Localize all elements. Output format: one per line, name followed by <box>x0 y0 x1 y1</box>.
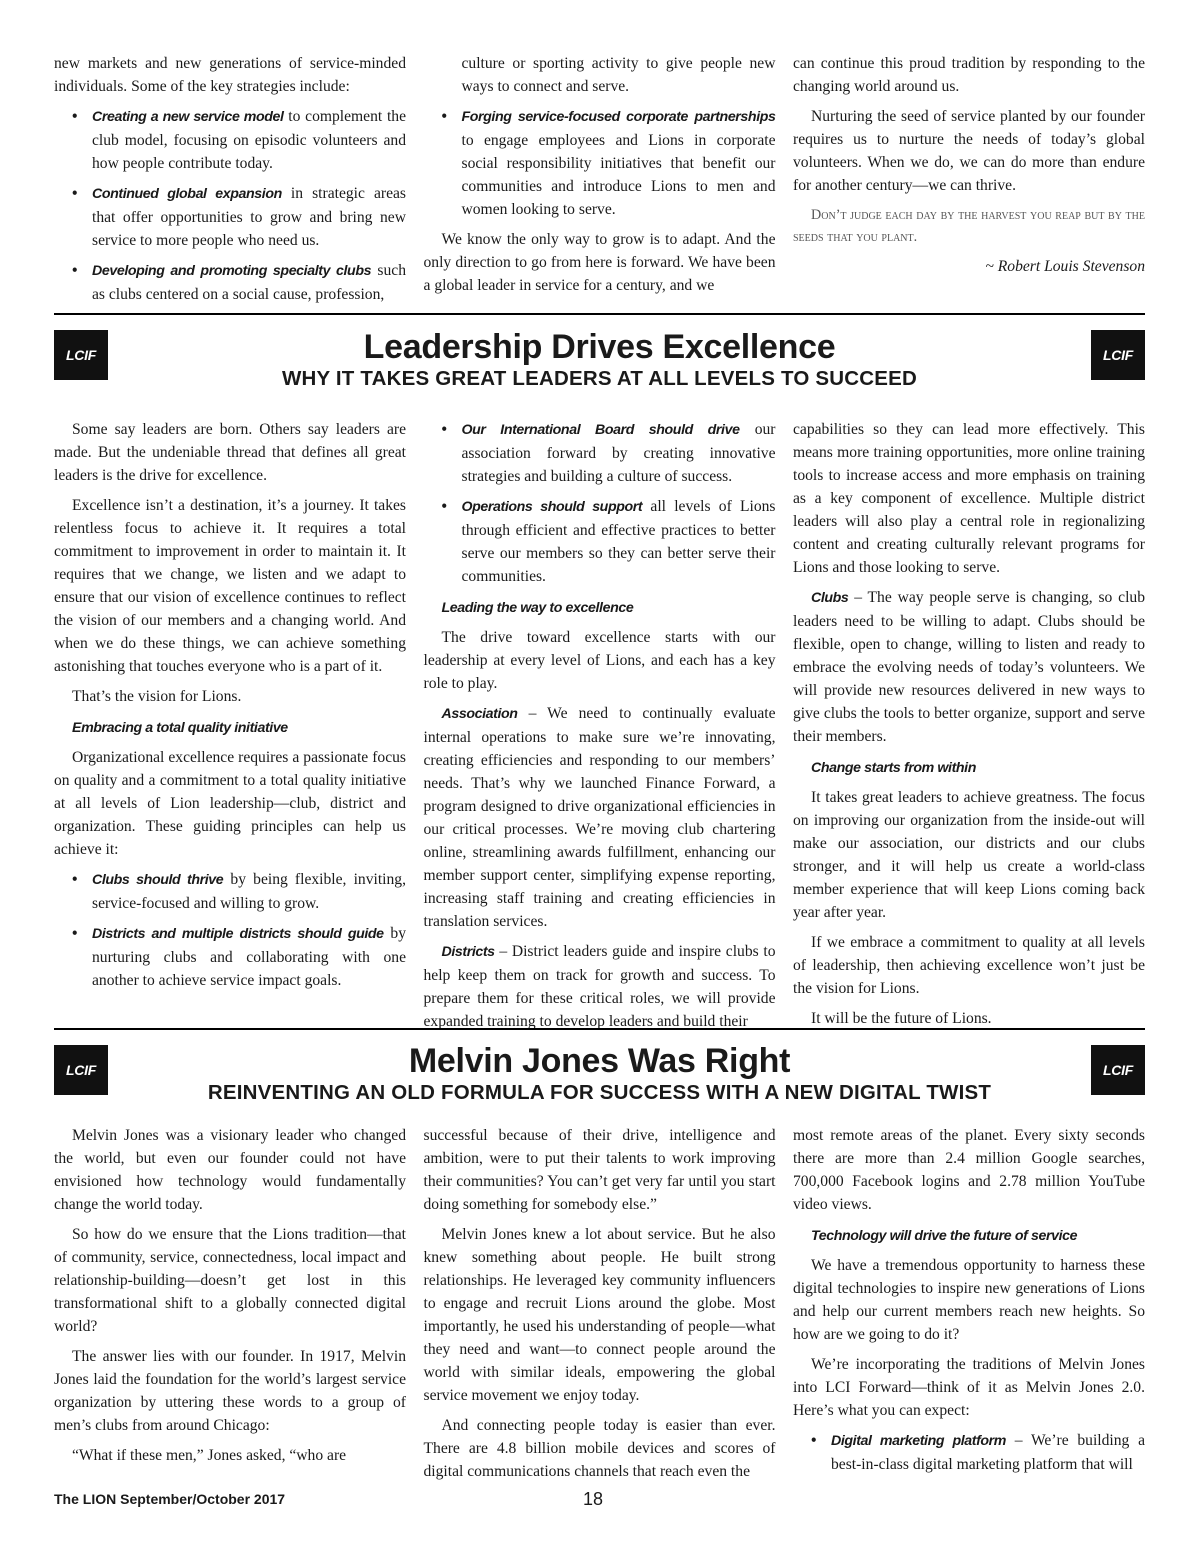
paragraph: Excellence isn’t a destination, it’s a journey. It takes relentless focus to achieve it. It requires a total commitment to improvement in order to maintain it. It requires that we change, we listen and we adapt to ensure that our vision of excellence continues to reflect the vision of our members and a changing world. And when we do these things, we can achieve something astonishing that touches everyone who is a part of it. <box>54 497 406 675</box>
bullet-lead: Creating a new service model <box>92 109 284 125</box>
paragraph: Some say leaders are born. Others say leaders are made. But the undeniable thread that defines all great leaders is the drive for excellence. <box>54 421 406 484</box>
strategy-list-continued <box>424 52 776 221</box>
paragraph: “What if these men,” Jones asked, “who are <box>72 1447 347 1464</box>
paragraph-lead: Districts <box>441 944 495 960</box>
paragraph <box>793 586 1145 748</box>
top-columns <box>54 52 1145 313</box>
paragraph: If we embrace a commitment to quality at all levels of leadership, then achieving excellence won’t just be the vision for Lions. <box>793 934 1145 997</box>
paragraph: That’s the vision for Lions. <box>72 688 242 705</box>
bullet-lead: Forging service-focused corporate partnerships <box>461 109 776 125</box>
section1-column-2 <box>424 418 776 1040</box>
section-title: Melvin Jones Was Right <box>408 1042 791 1080</box>
bullet-lead: Continued global expansion <box>92 186 282 202</box>
bullet-text: such as clubs centered on a social cause, profession, <box>92 262 407 303</box>
paragraph: And connecting people today is easier than ever. There are 4.8 billion mobile devices and scores of digital communications channels that reach even the <box>423 1417 776 1480</box>
paragraph: can continue this proud tradition by responding to the changing world around us. <box>793 55 1145 95</box>
paragraph <box>424 702 776 933</box>
list-item <box>54 182 406 252</box>
paragraph: Organizational excellence requires a passionate focus on quality and a commitment to a total quality initiative at all levels of Lion leadership—club, district and organization. These guiding principles can help us achieve it: <box>54 749 406 858</box>
section2-columns <box>54 1124 1145 1490</box>
paragraph: It will be the future of Lions. <box>811 1010 992 1027</box>
bullet-text: to complement the club model, focusing on episodic volunteers and how people contribute today. <box>92 108 406 172</box>
section-subtitle: WHY IT TAKES GREAT LEADERS AT ALL LEVELS TO SUCCEED <box>281 367 918 390</box>
bullet-text: – We’re building a best-in-class digital marketing platform that will <box>831 1432 1145 1473</box>
section-header <box>54 1042 1145 1106</box>
paragraph <box>424 940 776 1033</box>
lcif-badge-right: LCIF <box>1091 1045 1145 1095</box>
paragraph: We’re incorporating the traditions of Melvin Jones into LCI Forward—think of it as Melvin Jones 2.0. Here’s what you can expect: <box>793 1356 1145 1419</box>
paragraph: We have a tremendous opportunity to harness these digital technologies to inspire new generations of Lions and help our current members reach new heights. So how are we going to do it? <box>793 1257 1145 1343</box>
paragraph-text: – We need to continually evaluate internal operations to make sure we’re innovating, creating efficiencies and responding to our members’ needs. That’s why we launched Finance Forward, a program designed to drive organizational efficiencies in our critical processes. We’re moving club chartering online, streamlining awards fulfillment, enhancing our member support center, simplifying expense reporting, increasing staff training and creating efficiencies in translation services. <box>423 705 776 930</box>
paragraph-lead: Association <box>441 706 518 722</box>
section-title: Leadership Drives Excellence <box>363 328 836 366</box>
bullet-lead: Our International Board should drive <box>461 422 740 438</box>
bullet-text: our association forward by creating innovative strategies and building a culture of success. <box>461 421 776 485</box>
principles-list <box>54 868 406 992</box>
bullet-lead: Districts and multiple districts should guide <box>92 926 384 942</box>
top-column-1 <box>54 52 406 313</box>
section2-column-3 <box>793 1124 1145 1490</box>
quote-text: Don’t judge each day by the harvest you reap but by the seeds that you plant. <box>793 207 1145 245</box>
subheading: Technology will drive the future of service <box>811 1228 1078 1244</box>
paragraph-lead: Clubs <box>811 590 849 606</box>
bullet-text: in strategic areas that offer opportunities to grow and bring new service to more people who need us. <box>92 185 407 249</box>
paragraph: So how do we ensure that the Lions tradition—that of community, service, connectedness, local impact and relationship-building—doesn’t get lost in this transformational shift to a globally connected digital world? <box>54 1226 406 1335</box>
section-divider <box>54 1028 1145 1030</box>
list-item <box>54 922 406 992</box>
paragraph: successful because of their drive, intelligence and ambition, were to put their talents to work improving their communities? You can’t get very far until you start doing something for somebody else.” <box>423 1127 776 1213</box>
page-number: 18 <box>583 1489 604 1509</box>
bullet-lead: Digital marketing platform <box>831 1433 1007 1449</box>
paragraph: new markets and new generations of service-minded individuals. Some of the key strategies include: <box>54 55 406 95</box>
paragraph: Melvin Jones was a visionary leader who changed the world, but even our founder could not have envisioned how technology would fundamentally change the world today. <box>54 1127 406 1213</box>
bullet-text: to engage employees and Lions in corporate social responsibility initiatives that benefit our communities and introduce Lions to men and women looking to serve. <box>461 132 776 218</box>
paragraph: We know the only way to grow is to adapt. And the only direction to go from here is forward. We have been a global leader in service for a century, and we <box>423 231 776 294</box>
paragraph: The answer lies with our founder. In 1917, Melvin Jones laid the foundation for the world’s largest service organization by uttering these words to a group of men’s clubs from around Chicago: <box>54 1348 406 1434</box>
top-column-2 <box>424 52 776 313</box>
paragraph: most remote areas of the planet. Every sixty seconds there are more than 2.4 million Google searches, 700,000 Facebook logins and 2.78 million YouTube video views. <box>793 1127 1145 1213</box>
bullet-lead: Clubs should thrive <box>92 872 224 888</box>
section1-columns <box>54 418 1145 1040</box>
lcif-badge-left: LCIF <box>54 330 108 380</box>
list-item <box>54 868 406 915</box>
paragraph: capabilities so they can lead more effectively. This means more training opportunities, more online training tools to increase access and more emphasis on training as a key component of excellence. Multiple district leaders will also play a central role in regionalizing content and creating culturally relevant programs for Lions and those looking to serve. <box>793 421 1145 576</box>
section2-column-1 <box>54 1124 406 1490</box>
expectations-list <box>793 1429 1145 1476</box>
top-column-3 <box>793 52 1145 313</box>
paragraph: The drive toward excellence starts with our leadership at every level of Lions, and each has a key role to play. <box>423 629 776 692</box>
bullet-lead: Developing and promoting specialty clubs <box>92 263 372 279</box>
bullet-lead: Operations should support <box>461 499 643 515</box>
paragraph: Melvin Jones knew a lot about service. But he also knew something about people. He built strong relationships. He leveraged key community influencers to engage and recruit Lions around the globe. Most importantly, he used his understanding of people—what they need and want—to connect people around the world with similar ideals, empowering the global service movement we enjoy today. <box>423 1226 776 1404</box>
subheading: Change starts from within <box>811 760 976 776</box>
section-header <box>54 328 1145 392</box>
section-subtitle: REINVENTING AN OLD FORMULA FOR SUCCESS WITH A NEW DIGITAL TWIST <box>207 1081 992 1104</box>
strategy-list <box>54 105 406 306</box>
list-item <box>424 418 776 488</box>
list-item <box>424 105 776 221</box>
paragraph-text: – District leaders guide and inspire clubs to help keep them on track for growth and success. To prepare them for these critical roles, we will provide expanded training to develop leaders and build their <box>423 943 776 1030</box>
list-item <box>424 495 776 588</box>
bullet-text: all levels of Lions through efficient and effective practices to better serve our members so they can better serve their communities. <box>461 498 776 585</box>
section-divider <box>54 313 1145 315</box>
list-item <box>54 259 406 306</box>
subheading: Leading the way to excellence <box>441 600 634 616</box>
section1-column-3 <box>793 418 1145 1040</box>
list-item-continued <box>424 52 776 98</box>
section1-column-1 <box>54 418 406 1040</box>
subheading: Embracing a total quality initiative <box>72 720 288 736</box>
paragraph: It takes great leaders to achieve greatness. The focus on improving our organization from the inside-out will make our association, our districts and our clubs stronger, and it will help us create a world-class member experience that will keep Lions coming back year after year. <box>793 789 1145 921</box>
list-item <box>54 105 406 175</box>
publication-footer: The LION September/October 2017 <box>54 1491 286 1507</box>
section2-column-2 <box>424 1124 776 1490</box>
list-item <box>793 1429 1145 1476</box>
bullet-text: by being flexible, inviting, service-focused and willing to grow. <box>92 871 406 912</box>
quote-author: ~ Robert Louis Stevenson <box>985 258 1145 275</box>
bullet-text: by nurturing clubs and collaborating with one another to achieve service impact goals. <box>92 925 406 989</box>
lcif-badge-left: LCIF <box>54 1045 108 1095</box>
principles-list-continued <box>424 418 776 588</box>
bullet-text: culture or sporting activity to give people new ways to connect and serve. <box>461 55 776 95</box>
lcif-badge-right: LCIF <box>1091 330 1145 380</box>
paragraph-text: – The way people serve is changing, so club leaders need to be willing to adapt. Clubs should be flexible, open to change, willing to listen and ready to embrace the evolving needs of today’s volunteers. We will provide new resources delivered in new ways to give clubs the tools to better organize, support and serve their members. <box>793 589 1145 745</box>
paragraph: Nurturing the seed of service planted by our founder requires us to nurture the needs of today’s global volunteers. When we do, we can do more than endure for another century—we can thrive. <box>793 108 1145 194</box>
